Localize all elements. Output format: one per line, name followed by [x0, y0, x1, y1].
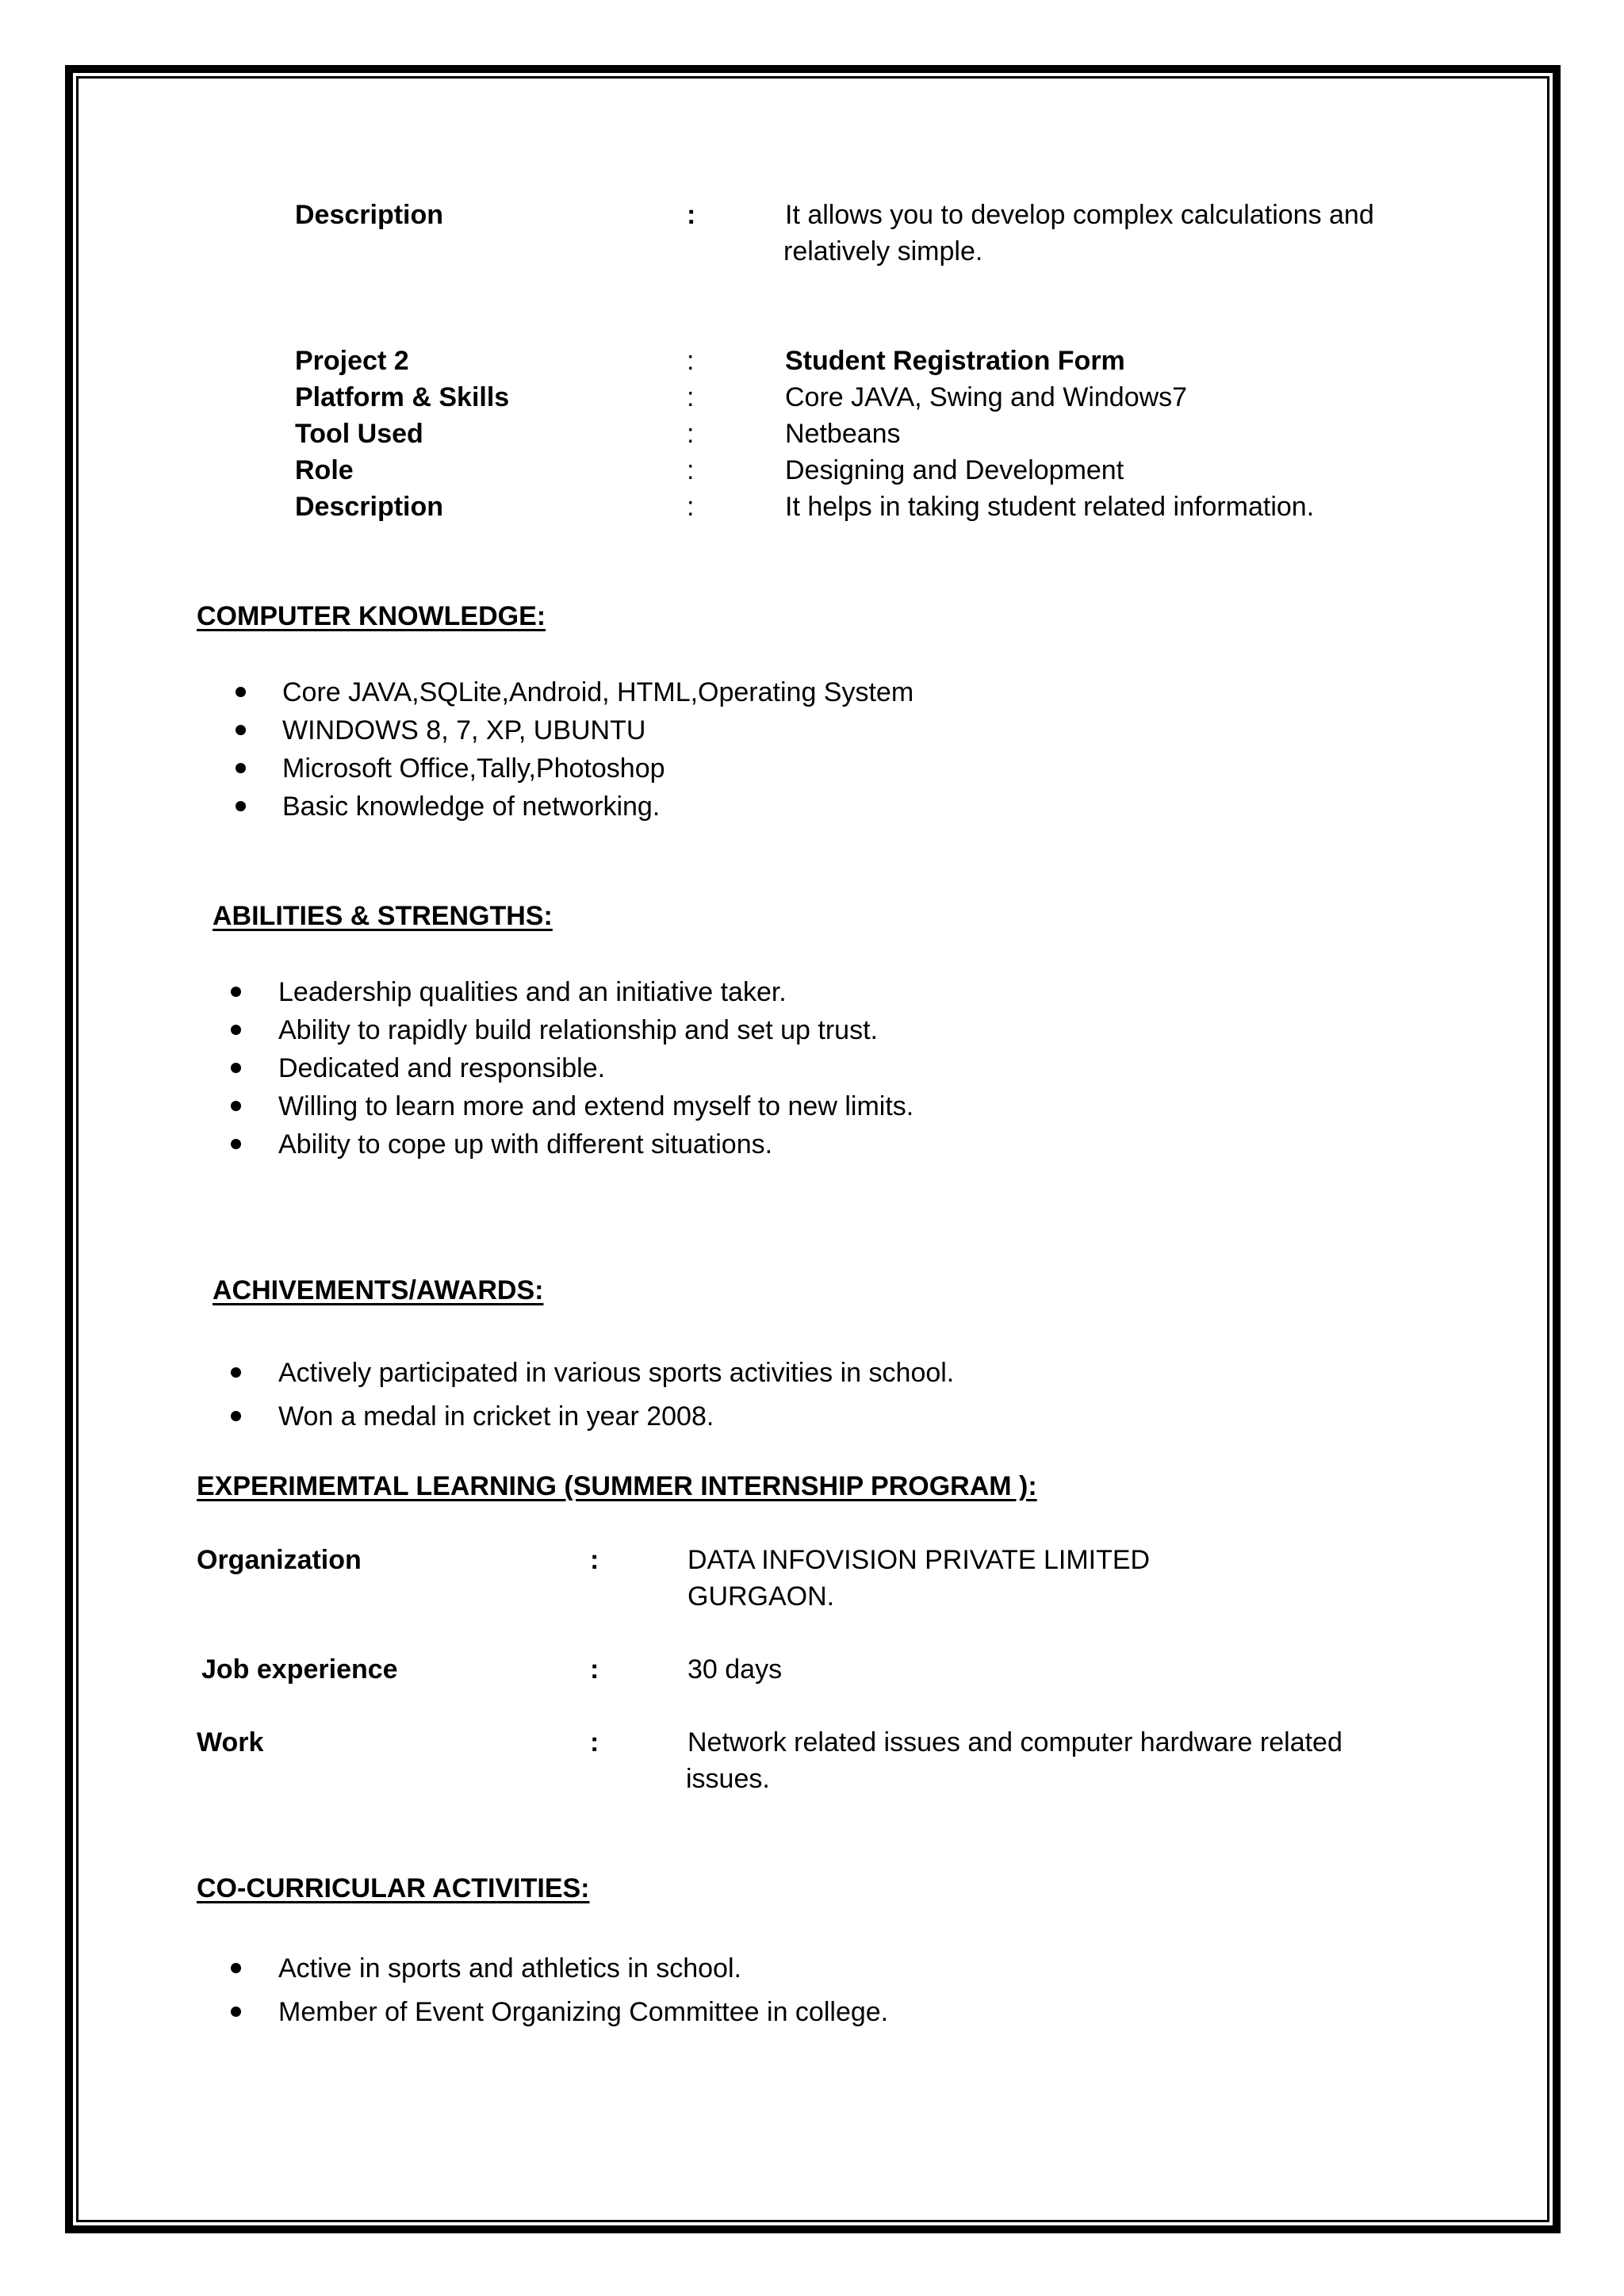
project2-platform-label: Platform & Skills — [295, 382, 510, 412]
organization-line1: DATA INFOVISION PRIVATE LIMITED — [688, 1545, 1151, 1575]
internship-heading: EXPERIMEMTAL LEARNING (SUMMER INTERNSHIP PROGRAM ): — [197, 1471, 1037, 1501]
bullet-icon — [236, 687, 246, 697]
work-line1: Network related issues and computer hardware related — [688, 1727, 1342, 1757]
project2-role-sep: : — [687, 455, 695, 485]
job-experience-sep: : — [590, 1654, 599, 1685]
bullet-icon — [231, 2007, 241, 2017]
bullet-icon — [236, 801, 246, 811]
work-label: Work — [197, 1727, 264, 1757]
bullet-icon — [236, 763, 246, 773]
abilities-item: Dedicated and responsible. — [278, 1053, 606, 1083]
project1-description-line2: relatively simple. — [783, 236, 983, 266]
project2-role-value: Designing and Development — [785, 455, 1124, 485]
work-sep: : — [590, 1727, 599, 1757]
job-experience-label: Job experience — [201, 1654, 398, 1685]
work-line2: issues. — [686, 1764, 770, 1794]
computer-knowledge-item: WINDOWS 8, 7, XP, UBUNTU — [282, 715, 646, 746]
computer-knowledge-item: Basic knowledge of networking. — [282, 792, 661, 822]
bullet-icon — [231, 1025, 241, 1035]
project2-description-sep: : — [687, 492, 695, 522]
bullet-icon — [231, 1411, 241, 1421]
cocurricular-item: Member of Event Organizing Committee in college. — [278, 1997, 889, 2027]
organization-label: Organization — [197, 1545, 362, 1575]
bullet-icon — [236, 725, 246, 735]
abilities-item: Ability to cope up with different situations. — [278, 1129, 773, 1159]
bullet-icon — [231, 987, 241, 997]
project2-title-label: Project 2 — [295, 346, 409, 376]
project2-platform-sep: : — [687, 382, 695, 412]
computer-knowledge-heading: COMPUTER KNOWLEDGE: — [197, 601, 546, 631]
bullet-icon — [231, 1063, 241, 1073]
project1-description-sep: : — [687, 200, 696, 230]
abilities-item: Willing to learn more and extend myself to new limits. — [278, 1091, 914, 1121]
abilities-item: Leadership qualities and an initiative taker. — [278, 977, 787, 1007]
achievements-heading: ACHIVEMENTS/AWARDS: — [213, 1275, 544, 1305]
project2-tool-value: Netbeans — [785, 419, 901, 449]
project2-role-label: Role — [295, 455, 354, 485]
project2-tool-sep: : — [687, 419, 695, 449]
bullet-icon — [231, 1101, 241, 1111]
bullet-icon — [231, 1139, 241, 1149]
project2-title-sep: : — [687, 346, 695, 376]
achievements-item: Actively participated in various sports activities in school. — [278, 1358, 955, 1388]
organization-line2: GURGAON. — [688, 1581, 835, 1612]
project2-tool-label: Tool Used — [295, 419, 423, 449]
achievements-item: Won a medal in cricket in year 2008. — [278, 1401, 714, 1432]
project1-description-line1: It allows you to develop complex calculations and — [785, 200, 1374, 230]
cocurricular-heading: CO-CURRICULAR ACTIVITIES: — [197, 1873, 590, 1903]
abilities-heading: ABILITIES & STRENGTHS: — [213, 901, 553, 931]
project2-description-label: Description — [295, 492, 444, 522]
computer-knowledge-item: Core JAVA,SQLite,Android, HTML,Operating System — [282, 677, 914, 707]
project2-platform-value: Core JAVA, Swing and Windows7 — [785, 382, 1188, 412]
job-experience-value: 30 days — [688, 1654, 783, 1685]
project1-description-label: Description — [295, 200, 444, 230]
bullet-icon — [231, 1963, 241, 1973]
organization-sep: : — [590, 1545, 599, 1575]
project2-title-value: Student Registration Form — [785, 346, 1125, 376]
cocurricular-item: Active in sports and athletics in school. — [278, 1953, 741, 1984]
computer-knowledge-item: Microsoft Office,Tally,Photoshop — [282, 753, 665, 784]
project2-description-value: It helps in taking student related information. — [785, 492, 1315, 522]
abilities-item: Ability to rapidly build relationship and set up trust. — [278, 1015, 878, 1045]
bullet-icon — [231, 1367, 241, 1378]
